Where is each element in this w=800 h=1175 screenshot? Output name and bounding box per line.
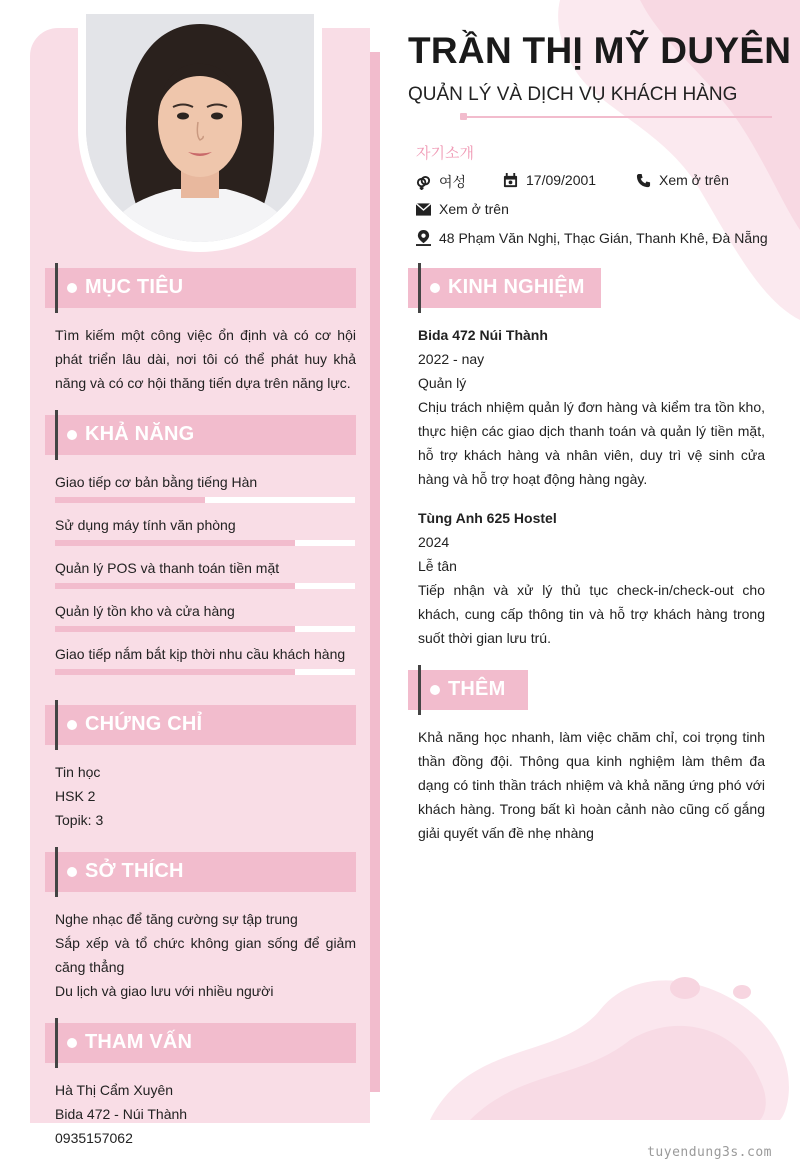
profile-photo-frame bbox=[78, 14, 322, 252]
section-certificates bbox=[45, 705, 356, 745]
section-marker bbox=[55, 847, 58, 897]
objective-text: Tìm kiếm một công việc ổn định và có cơ hội phát triển lâu dài, nơi tôi có thể phát huy khả năng và có cơ hội thăng tiến dựa trên năng lực. bbox=[55, 327, 356, 391]
address-info bbox=[416, 230, 768, 246]
experience-item bbox=[418, 323, 765, 491]
role-underline-dot bbox=[460, 113, 467, 120]
section-objective bbox=[45, 268, 356, 308]
watermark-text[interactable]: tuyendung3s.com bbox=[647, 1145, 772, 1160]
reference-name: Hà Thị Cẩm Xuyên bbox=[55, 1082, 174, 1098]
intro-label: 자기소개 bbox=[416, 145, 474, 162]
skill-bar-fill bbox=[55, 583, 295, 589]
section-title: CHỨNG CHỈ bbox=[85, 713, 203, 735]
portrait-illustration bbox=[86, 14, 314, 242]
section-skills bbox=[45, 415, 356, 455]
skill-bar-fill bbox=[55, 626, 295, 632]
skill-label: Sử dụng máy tính văn phòng bbox=[55, 517, 236, 533]
reference-company: Bida 472 - Núi Thành bbox=[55, 1106, 188, 1122]
experience-company: Bida 472 Núi Thành bbox=[418, 327, 548, 343]
section-experience bbox=[408, 268, 601, 308]
bullet-dot bbox=[67, 283, 77, 293]
skill-label: Giao tiếp cơ bản bằng tiếng Hàn bbox=[55, 474, 258, 490]
experience-company: Tùng Anh 625 Hostel bbox=[418, 510, 557, 526]
skill-bar-fill bbox=[55, 540, 295, 546]
phone-info[interactable] bbox=[636, 172, 729, 188]
section-marker bbox=[55, 1018, 58, 1068]
experience-period: 2022 - nay bbox=[418, 351, 485, 367]
gender-text: 여성 bbox=[439, 174, 467, 190]
section-marker bbox=[55, 700, 58, 750]
skill-label: Quản lý tồn kho và cửa hàng bbox=[55, 603, 235, 619]
experience-position: Lễ tân bbox=[418, 558, 457, 574]
experience-period: 2024 bbox=[418, 534, 450, 550]
section-marker bbox=[55, 263, 58, 313]
email-info[interactable] bbox=[416, 201, 509, 217]
bullet-dot bbox=[67, 1038, 77, 1048]
section-title: KHẢ NĂNG bbox=[85, 423, 195, 445]
mail-icon bbox=[416, 203, 431, 216]
profile-photo bbox=[86, 14, 314, 242]
bullet-dot bbox=[67, 720, 77, 730]
references-list bbox=[55, 1078, 356, 1150]
candidate-name: TRẦN THỊ MỸ DUYÊN bbox=[408, 30, 792, 71]
calendar-icon bbox=[503, 173, 518, 188]
section-additional bbox=[408, 670, 528, 710]
experience-description: Tiếp nhận và xử lý thủ tục check-in/check-out cho khách, cung cấp thông tin và hỗ trợ khách hàng trong suốt thời gian lưu trú. bbox=[418, 582, 765, 646]
birthdate-text: 17/09/2001 bbox=[526, 172, 597, 188]
reference-phone: 0935157062 bbox=[55, 1130, 133, 1146]
bullet-dot bbox=[67, 867, 77, 877]
role-underline bbox=[462, 116, 772, 118]
phone-icon bbox=[636, 173, 651, 188]
address-text: 48 Phạm Văn Nghị, Thạc Gián, Thanh Khê, Đà Nẵng bbox=[439, 230, 768, 246]
gender-info bbox=[416, 172, 466, 192]
section-marker bbox=[418, 665, 421, 715]
bullet-dot bbox=[430, 685, 440, 695]
section-hobbies bbox=[45, 852, 356, 892]
certificate-item: Tin học bbox=[55, 764, 101, 780]
left-panel-edge bbox=[370, 52, 380, 1092]
hobby-item: Du lịch và giao lưu với nhiều người bbox=[55, 983, 274, 999]
skill-bar-track bbox=[55, 583, 355, 589]
skill-bar-fill bbox=[55, 497, 205, 503]
section-title: THÊM bbox=[448, 678, 506, 700]
skill-label: Quản lý POS và thanh toán tiền mặt bbox=[55, 560, 280, 576]
skill-label: Giao tiếp nắm bắt kịp thời nhu cầu khách hàng bbox=[55, 646, 346, 662]
section-references bbox=[45, 1023, 356, 1063]
section-title: THAM VẤN bbox=[85, 1031, 193, 1053]
section-title: MỤC TIÊU bbox=[85, 276, 184, 298]
skill-bar-track bbox=[55, 626, 355, 632]
section-title: SỞ THÍCH bbox=[85, 860, 184, 882]
experience-position: Quản lý bbox=[418, 375, 467, 391]
birthdate-info bbox=[503, 172, 596, 188]
candidate-role: QUẢN LÝ VÀ DỊCH VỤ KHÁCH HÀNG bbox=[408, 84, 738, 105]
phone-text: Xem ở trên bbox=[659, 172, 729, 188]
location-icon bbox=[416, 230, 431, 246]
certificate-item: HSK 2 bbox=[55, 788, 96, 804]
skill-bar-track bbox=[55, 540, 355, 546]
section-marker bbox=[55, 410, 58, 460]
certificates-list bbox=[55, 760, 356, 832]
section-title: KINH NGHIỆM bbox=[448, 276, 585, 298]
experience-description: Chịu trách nhiệm quản lý đơn hàng và kiểm tra tồn kho, thực hiện các giao dịch thanh toán và quản lý tiền mặt, hỗ trợ khách hàng và nhân viên, duy trì vệ sinh cửa hàng và hỗ trợ hoạt động hàng ngày. bbox=[418, 399, 765, 487]
hobby-item: Sắp xếp và tổ chức không gian sống để giảm căng thẳng bbox=[55, 935, 356, 975]
skill-bar-track bbox=[55, 669, 355, 675]
hobbies-list bbox=[55, 907, 356, 1003]
email-text: Xem ở trên bbox=[439, 201, 509, 217]
hobby-item: Nghe nhạc để tăng cường sự tập trung bbox=[55, 911, 298, 927]
bullet-dot bbox=[67, 430, 77, 440]
bullet-dot bbox=[430, 283, 440, 293]
skill-bar-track bbox=[55, 497, 355, 503]
section-marker bbox=[418, 263, 421, 313]
skill-bar-fill bbox=[55, 669, 295, 675]
gender-icon bbox=[416, 175, 431, 190]
additional-text: Khả năng học nhanh, làm việc chăm chỉ, coi trọng tinh thần đồng đội. Thông qua kinh nghiệm làm thêm đa dạng có tinh thần trách nhiệm và khả năng ứng phó với khách hàng. Trong bất kì hoàn cảnh nào cũng cố gắng giải quyết vấn đề nhẹ nhàng bbox=[418, 729, 765, 841]
experience-item bbox=[418, 506, 765, 650]
certificate-item: Topik: 3 bbox=[55, 812, 104, 828]
